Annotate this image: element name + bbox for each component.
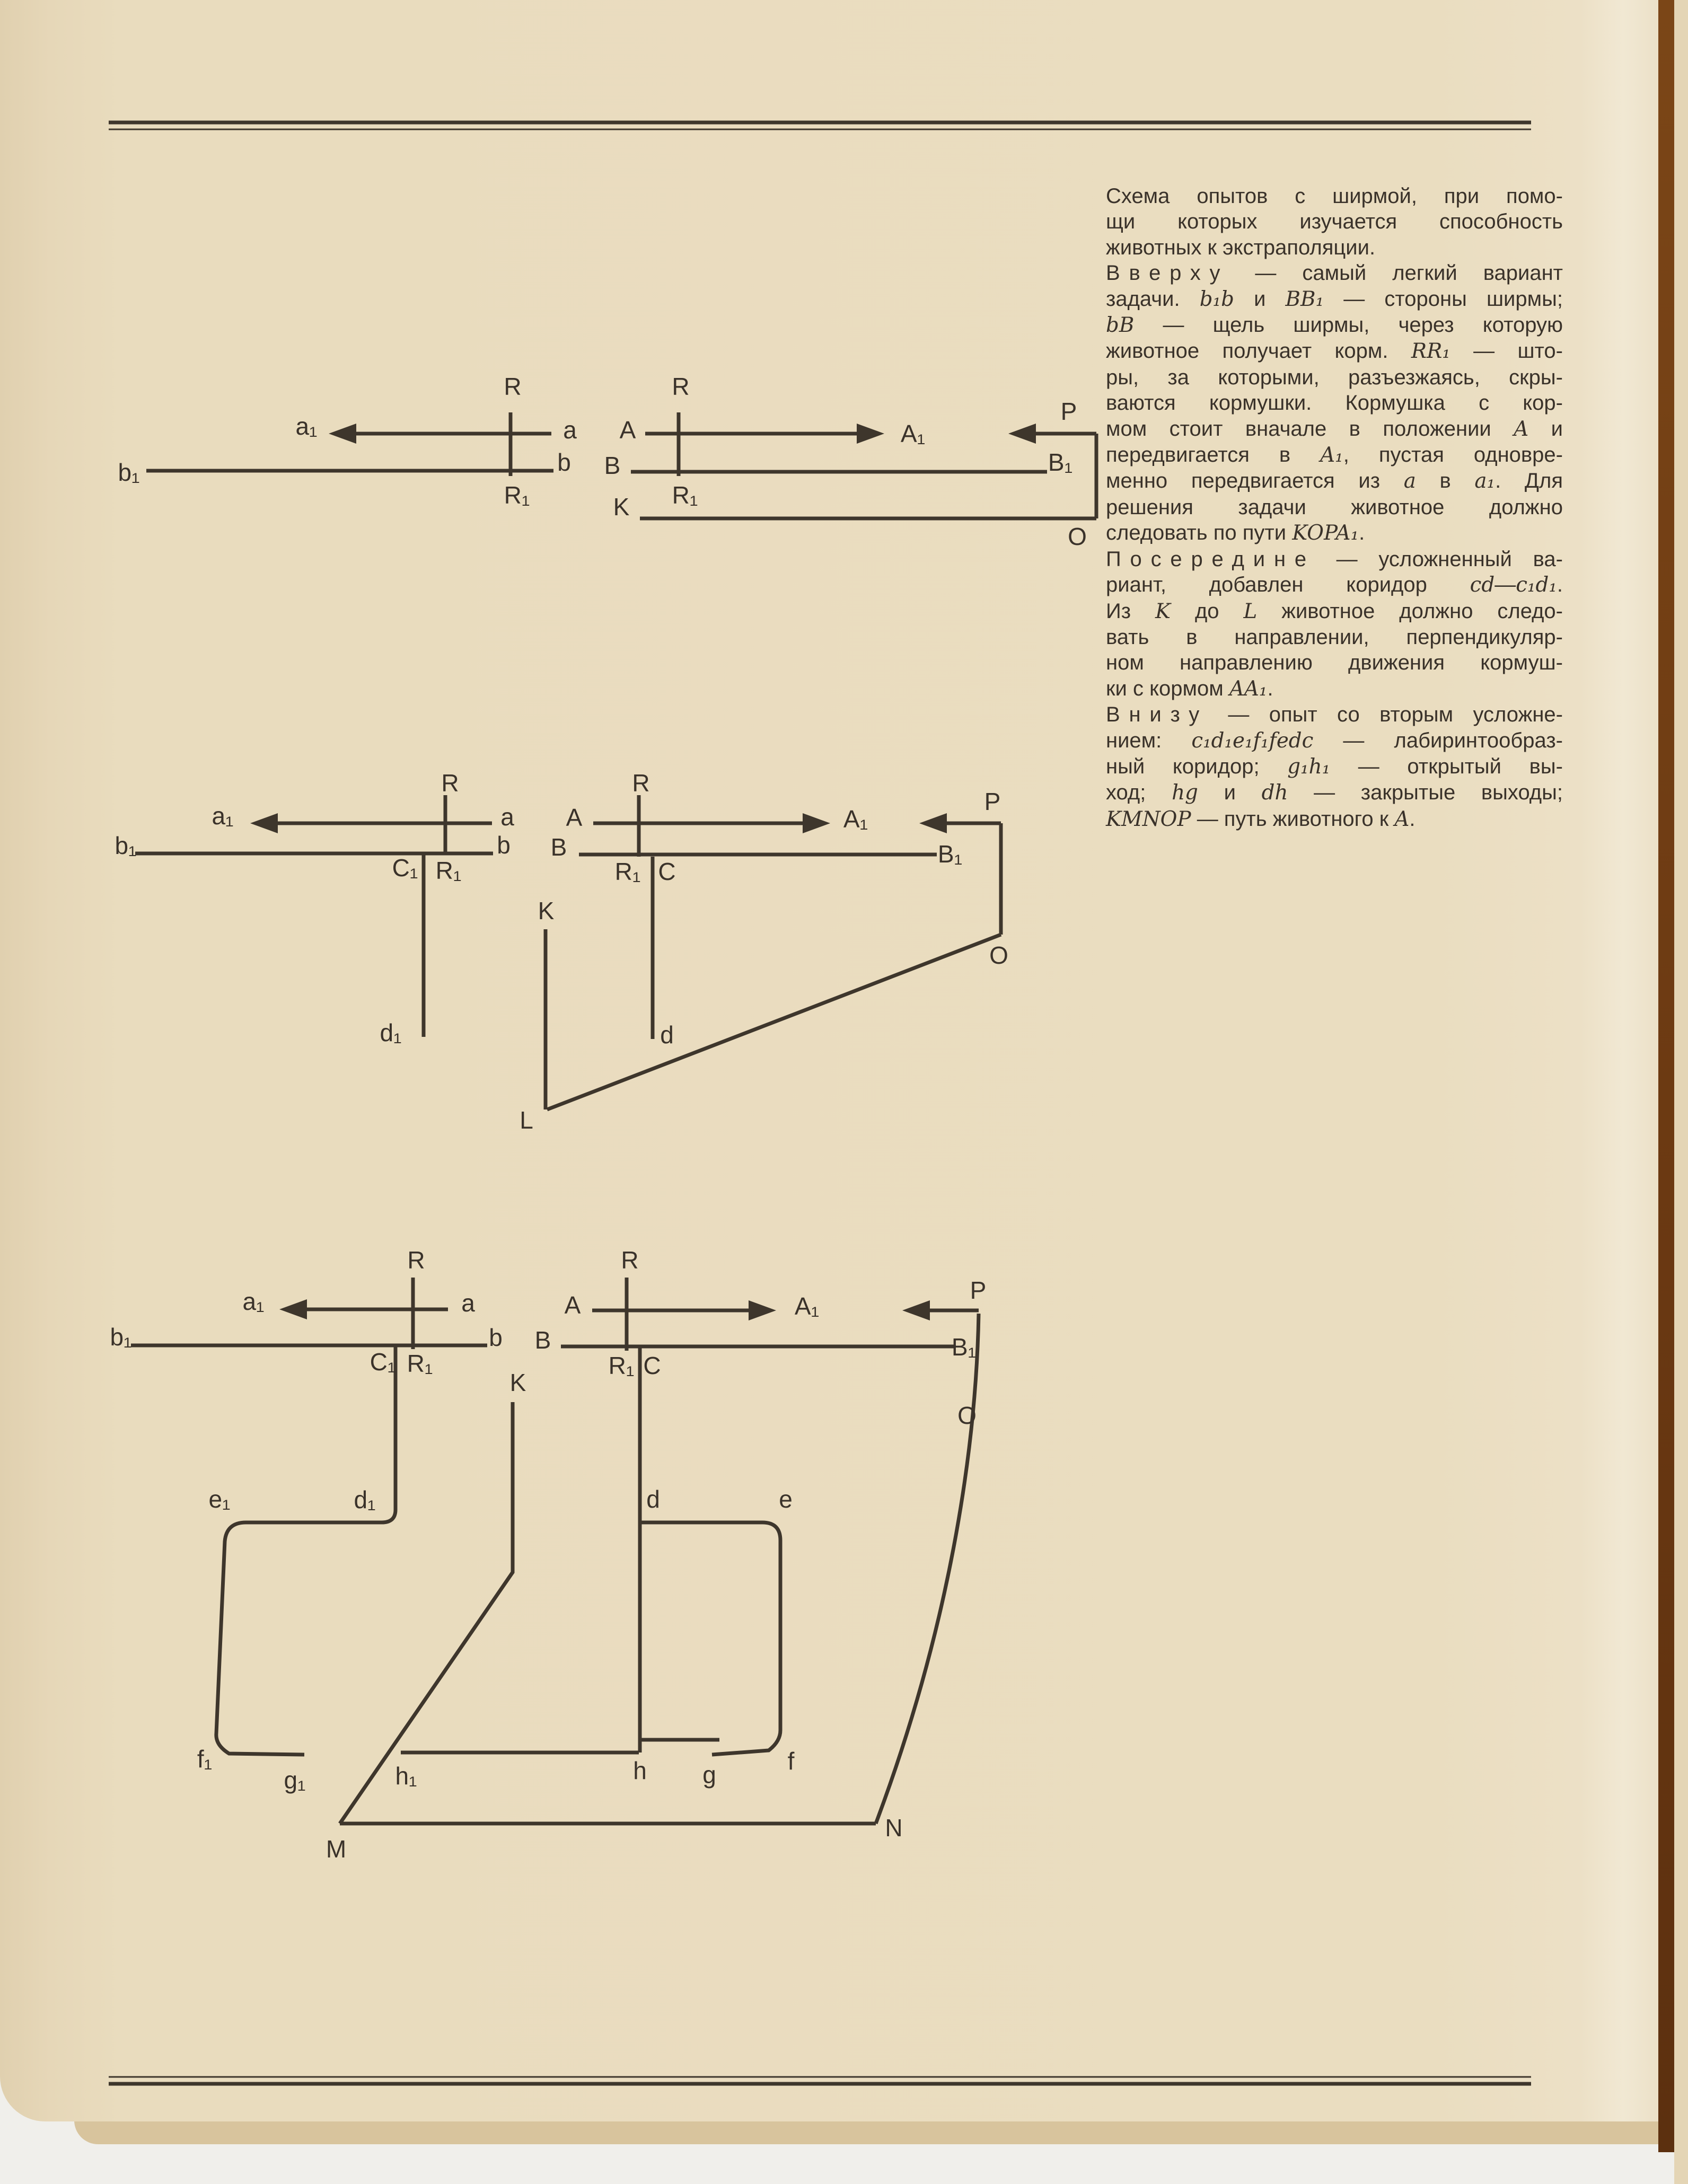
point-label-R₁: R₁ <box>608 1352 635 1380</box>
point-label-d: d <box>646 1485 660 1513</box>
caption-variable: L <box>1243 599 1258 623</box>
caption-variable: cd <box>1470 573 1495 597</box>
point-label-R: R <box>441 769 459 797</box>
point-label-A: A <box>566 804 583 832</box>
point-label-a: a <box>461 1289 475 1317</box>
caption-text: передвигается в <box>1106 443 1321 467</box>
caption-text: мом стоит вначале в положении <box>1106 417 1514 441</box>
caption-text: — <box>1494 573 1516 597</box>
point-label-C: C <box>643 1352 661 1380</box>
caption-variable: c₁d₁ <box>1516 573 1557 597</box>
point-label-O: O <box>989 941 1008 970</box>
caption-text: . <box>1557 573 1563 597</box>
caption-text: ры, за которыми, разъезжаясь, скры- <box>1106 365 1563 389</box>
point-label-e: e <box>779 1485 793 1513</box>
point-label-B: B <box>550 833 567 861</box>
caption-text: Из <box>1106 599 1156 623</box>
caption-line <box>1106 468 1563 494</box>
caption-text: решения задачи животное должно <box>1106 495 1563 519</box>
feeder-arrow-head <box>250 813 278 833</box>
point-label-d: d <box>660 1021 674 1049</box>
point-label-R: R <box>407 1246 425 1274</box>
caption-line <box>1106 806 1563 832</box>
caption-text: щи которых изучается способность <box>1106 210 1563 234</box>
point-label-B₁: B₁ <box>1048 448 1073 477</box>
caption-variable: KMNOP <box>1106 807 1191 831</box>
caption-text: ном направлению движения кормуш- <box>1106 651 1563 675</box>
caption-line <box>1106 676 1563 702</box>
caption-text: животное должно следо- <box>1257 599 1563 623</box>
point-label-R: R <box>504 373 522 401</box>
caption-text: ный коридор; <box>1106 754 1288 778</box>
caption-text: — открытый вы- <box>1330 754 1563 778</box>
point-label-b: b <box>557 448 571 477</box>
point-label-d₁: d₁ <box>354 1486 376 1514</box>
caption-line <box>1106 547 1563 572</box>
caption-variable: bB <box>1106 313 1135 338</box>
figure-bottom-variant <box>110 1246 986 1863</box>
point-label-b₁: b₁ <box>118 459 140 487</box>
point-label-O: O <box>957 1402 977 1430</box>
caption-text: — щель ширмы, через которую <box>1134 313 1563 337</box>
caption-line <box>1106 235 1563 260</box>
caption-text: животных к экстраполяции. <box>1106 235 1376 259</box>
caption-line <box>1106 260 1563 286</box>
caption-text: задачи. <box>1106 287 1200 311</box>
point-label-b₁: b₁ <box>115 832 137 860</box>
caption-line <box>1106 624 1563 650</box>
feeder-arrow-head <box>1008 424 1036 444</box>
caption-text: и <box>1528 417 1563 441</box>
point-label-N: N <box>885 1814 903 1842</box>
caption-text: — лабиринтообраз- <box>1313 728 1563 752</box>
point-label-C₁: C₁ <box>392 854 418 882</box>
point-label-P: P <box>1060 398 1077 426</box>
caption-text: риант, добавлен коридор <box>1106 573 1470 597</box>
point-label-O: O <box>1068 523 1087 551</box>
point-label-A₁: A₁ <box>794 1292 820 1320</box>
caption-text: — опыт со вторым усложне- <box>1208 703 1563 727</box>
caption-text: животное получает корм. <box>1106 339 1411 363</box>
caption-text: — самый легкий вариант <box>1229 261 1563 285</box>
caption-text: Вверху <box>1106 261 1229 285</box>
caption-line <box>1106 312 1563 338</box>
point-label-b: b <box>489 1324 503 1352</box>
caption-line <box>1106 495 1563 520</box>
point-label-M: M <box>326 1835 347 1863</box>
point-label-A₁: A₁ <box>843 805 868 833</box>
caption-text: , пустая одновре- <box>1343 443 1563 467</box>
point-label-C: C <box>658 858 676 886</box>
point-label-C₁: C₁ <box>370 1348 396 1376</box>
point-label-a₁: a₁ <box>212 802 234 830</box>
point-label-R₁: R₁ <box>407 1350 433 1378</box>
caption-text: Внизу <box>1106 703 1209 727</box>
point-label-A: A <box>564 1291 581 1319</box>
point-label-a₁: a₁ <box>295 412 318 441</box>
caption-text: — стороны ширмы; <box>1324 287 1563 311</box>
point-label-B₁: B₁ <box>951 1333 977 1361</box>
point-label-a: a <box>500 803 514 831</box>
corridor-wall <box>876 1314 979 1824</box>
caption-text: ход; <box>1106 781 1172 805</box>
point-label-d₁: d₁ <box>380 1019 402 1047</box>
caption <box>1106 183 1563 832</box>
caption-text: — усложненный ва- <box>1315 547 1563 571</box>
caption-text: Схема опытов с ширмой, при помо- <box>1106 184 1563 208</box>
caption-variable: a₁ <box>1474 469 1496 494</box>
caption-variable: RR₁ <box>1411 339 1450 364</box>
caption-text: . <box>1409 807 1416 831</box>
corridor-wall <box>340 1402 513 1824</box>
caption-variable: A <box>1394 807 1410 831</box>
point-label-b: b <box>497 831 511 859</box>
point-label-R₁: R₁ <box>504 481 530 509</box>
point-label-R₁: R₁ <box>435 857 462 885</box>
caption-text: в <box>1416 469 1475 493</box>
caption-line <box>1106 780 1563 806</box>
point-label-a₁: a₁ <box>242 1288 265 1316</box>
feeder-arrow-head <box>857 424 884 444</box>
caption-text: нием: <box>1106 728 1192 752</box>
caption-line <box>1106 390 1563 416</box>
caption-variable: dh <box>1261 781 1288 805</box>
point-label-f₁: f₁ <box>197 1745 213 1773</box>
feeder-arrow-head <box>329 424 356 444</box>
caption-line <box>1106 598 1563 624</box>
caption-line <box>1106 650 1563 675</box>
caption-text: вать в направлении, перпендикуляр- <box>1106 625 1563 649</box>
caption-text: ки с кормом <box>1106 676 1229 700</box>
caption-text: . <box>1359 521 1365 545</box>
caption-text: . Для <box>1495 469 1563 493</box>
caption-line <box>1106 572 1563 598</box>
point-label-K: K <box>509 1369 526 1397</box>
point-label-K: K <box>613 493 630 521</box>
figure-middle-variant <box>115 769 1008 1134</box>
feeder-arrow-head <box>279 1299 307 1319</box>
point-label-A: A <box>619 416 636 444</box>
caption-text: менно передвигается из <box>1106 469 1404 493</box>
point-label-e₁: e₁ <box>208 1485 231 1513</box>
feeder-arrow-head <box>919 813 947 833</box>
point-label-B₁: B₁ <box>937 840 963 868</box>
screen-line <box>547 935 1001 1109</box>
figure-top-variant <box>118 373 1096 550</box>
caption-line <box>1106 442 1563 468</box>
point-label-B: B <box>534 1326 551 1354</box>
caption-line <box>1106 416 1563 442</box>
caption-text: . <box>1267 676 1273 700</box>
caption-text: — путь животного к <box>1191 807 1395 831</box>
point-label-R: R <box>672 373 690 401</box>
caption-variable: K <box>1155 599 1171 623</box>
caption-line <box>1106 702 1563 727</box>
point-label-f: f <box>787 1747 795 1775</box>
point-label-L: L <box>520 1106 533 1134</box>
caption-line <box>1106 286 1563 312</box>
caption-variable: A <box>1514 417 1529 441</box>
caption-line <box>1106 338 1563 364</box>
caption-text: и <box>1198 781 1262 805</box>
point-label-R: R <box>621 1246 639 1274</box>
caption-variable: BB₁ <box>1285 287 1324 311</box>
feeder-arrow-head <box>803 813 830 833</box>
caption-variable: hg <box>1172 781 1198 805</box>
point-label-P: P <box>970 1276 987 1305</box>
caption-variable: b₁b <box>1199 287 1234 311</box>
caption-line <box>1106 728 1563 754</box>
point-label-K: K <box>538 897 555 925</box>
caption-text: следовать по пути <box>1106 521 1293 545</box>
corridor-wall <box>216 1345 395 1755</box>
caption-line <box>1106 754 1563 780</box>
point-label-A₁: A₁ <box>900 420 926 448</box>
caption-variable: g₁h₁ <box>1287 754 1331 779</box>
point-label-h: h <box>633 1757 647 1785</box>
caption-variable: KOPA₁ <box>1292 521 1359 545</box>
point-label-B: B <box>604 452 621 480</box>
caption-line <box>1106 365 1563 390</box>
point-label-h₁: h₁ <box>395 1762 417 1790</box>
point-label-g: g <box>702 1761 716 1789</box>
point-label-b₁: b₁ <box>110 1323 132 1351</box>
caption-line <box>1106 209 1563 234</box>
caption-text: ваются кормушки. Кормушка с кор- <box>1106 391 1563 415</box>
caption-text: — што- <box>1450 339 1563 363</box>
point-label-g₁: g₁ <box>284 1766 306 1794</box>
point-label-R₁: R₁ <box>614 858 641 886</box>
caption-line <box>1106 520 1563 546</box>
caption-variable: A₁ <box>1320 443 1343 468</box>
corridor-wall <box>640 1522 780 1755</box>
point-label-R₁: R₁ <box>672 481 698 509</box>
feeder-arrow-head <box>902 1300 930 1320</box>
caption-text: и <box>1234 287 1286 311</box>
caption-line <box>1106 183 1563 209</box>
caption-text: до <box>1171 599 1244 623</box>
caption-text: — закрытые выходы; <box>1288 781 1563 805</box>
point-label-R: R <box>632 769 650 797</box>
caption-text: Посередине <box>1106 547 1315 571</box>
caption-variable: a <box>1403 469 1416 494</box>
caption-variable: c₁d₁e₁f₁fedc <box>1191 728 1314 753</box>
point-label-a: a <box>563 416 577 444</box>
feeder-arrow-head <box>749 1300 776 1320</box>
caption-variable: AA₁ <box>1229 676 1268 701</box>
point-label-P: P <box>984 788 1001 816</box>
